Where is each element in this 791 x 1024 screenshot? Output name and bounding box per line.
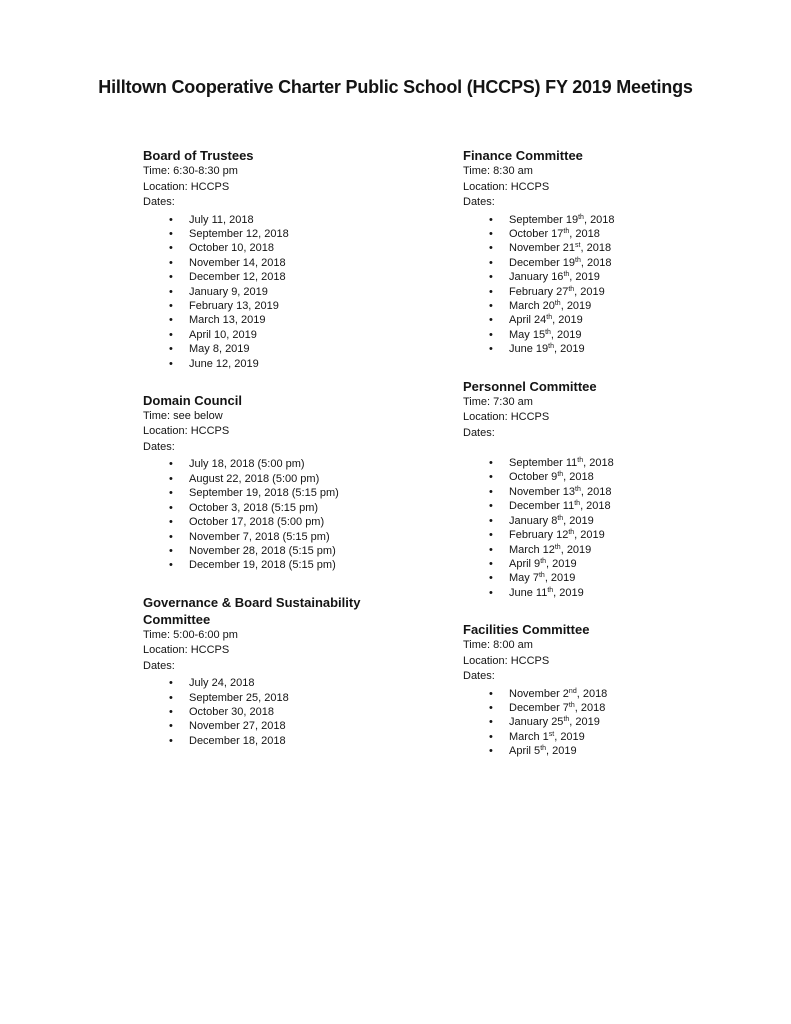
date-item <box>463 571 703 585</box>
date-text: January 25 <box>509 716 564 729</box>
committee-heading: Personnel Committee <box>463 378 597 394</box>
date-text: November 28, 2018 (5:15 pm) <box>189 544 336 557</box>
date-item <box>143 313 383 327</box>
date-text: June 11 <box>509 586 548 599</box>
dates-list <box>463 687 703 759</box>
date-item <box>463 528 703 542</box>
column-left <box>143 147 383 759</box>
date-ordinal: th <box>575 256 581 264</box>
committee-section <box>143 392 383 573</box>
date-text: July 18, 2018 (5:00 pm) <box>189 458 305 471</box>
date-item <box>143 328 383 342</box>
date-item <box>143 705 383 719</box>
date-year: , 2018 <box>569 227 600 240</box>
column-right <box>463 147 703 759</box>
date-item <box>143 256 383 270</box>
date-year: , 2019 <box>552 314 583 327</box>
date-ordinal: th <box>563 271 570 279</box>
committee-time: Time: 8:00 am <box>463 639 533 652</box>
date-year: , 2018 <box>574 702 606 715</box>
date-text: April 24 <box>509 314 547 327</box>
date-item <box>143 544 383 558</box>
date-text: March 12 <box>509 543 555 556</box>
committee-heading: Board of Trustees <box>143 148 254 163</box>
date-item <box>463 485 703 499</box>
date-item <box>143 270 383 284</box>
date-text: October 9 <box>509 471 558 484</box>
date-ordinal: nd <box>568 687 577 695</box>
date-text: October 10, 2018 <box>189 242 275 255</box>
committee-location: Location: HCCPS <box>463 180 550 193</box>
date-item <box>143 285 383 299</box>
date-item <box>463 470 703 484</box>
date-ordinal: th <box>568 702 575 710</box>
committee-location: Location: HCCPS <box>143 644 230 657</box>
date-item <box>143 515 383 529</box>
committee-heading: Governance & Board Sustainability Committee <box>143 594 361 627</box>
date-ordinal: st <box>575 242 581 250</box>
dates-label: Dates: <box>463 196 495 208</box>
date-year: , 2018 <box>580 500 611 513</box>
dates-list <box>463 456 703 600</box>
date-year: , 2019 <box>546 745 577 758</box>
columns <box>0 147 791 759</box>
committee-heading: Finance Committee <box>463 148 583 163</box>
committee-time: Time: 8:30 am <box>463 165 533 177</box>
date-text: November 13 <box>509 485 576 498</box>
committee-location: Location: HCCPS <box>463 654 550 667</box>
committee-time: Time: see below <box>143 409 223 422</box>
date-text: December 18, 2018 <box>189 734 286 747</box>
date-text: February 13, 2019 <box>189 299 279 312</box>
date-year: , 2019 <box>553 586 584 599</box>
date-text: October 17, 2018 (5:00 pm) <box>189 516 325 529</box>
date-ordinal: th <box>563 227 570 235</box>
date-item <box>143 501 383 515</box>
date-item <box>143 558 383 572</box>
date-text: April 10, 2019 <box>189 328 257 341</box>
date-item <box>463 557 703 571</box>
date-text: September 12, 2018 <box>189 227 289 240</box>
dates-list <box>463 213 703 357</box>
date-year: , 2019 <box>554 343 585 356</box>
date-text: March 13, 2019 <box>189 314 266 327</box>
committee-time: Time: 6:30-8:30 pm <box>143 165 238 177</box>
date-ordinal: th <box>557 514 564 522</box>
committee-location: Location: HCCPS <box>143 180 230 193</box>
date-item <box>143 357 383 371</box>
date-text: May 8, 2019 <box>189 343 250 356</box>
date-item <box>463 285 703 299</box>
date-year: , 2019 <box>569 716 600 729</box>
committee-section <box>143 147 383 371</box>
date-ordinal: th <box>538 572 545 580</box>
dates-list <box>143 676 383 748</box>
date-item <box>463 730 703 744</box>
date-text: September 25, 2018 <box>189 691 289 704</box>
date-year: , 2018 <box>580 256 612 269</box>
date-item <box>463 715 703 729</box>
date-ordinal: th <box>545 328 551 336</box>
date-item <box>143 213 383 227</box>
committee-location: Location: HCCPS <box>463 411 550 424</box>
committee-section <box>463 147 703 357</box>
date-year: , 2018 <box>576 687 608 700</box>
dates-list <box>143 213 383 371</box>
date-item <box>143 486 383 500</box>
date-year: , 2018 <box>580 242 612 255</box>
date-text: May 15 <box>509 328 546 341</box>
date-year: , 2018 <box>583 457 614 470</box>
date-year: , 2019 <box>569 271 600 284</box>
committee-section <box>143 594 383 749</box>
date-item <box>463 241 703 255</box>
date-ordinal: st <box>548 730 555 738</box>
date-ordinal: th <box>568 529 575 537</box>
committee-section <box>463 621 703 759</box>
date-year: , 2019 <box>574 285 605 298</box>
date-text: November 21 <box>509 242 576 255</box>
date-text: November 14, 2018 <box>189 256 286 269</box>
date-item <box>463 687 703 701</box>
date-ordinal: th <box>563 716 570 724</box>
date-text: January 9, 2019 <box>189 285 268 298</box>
dates-label: Dates: <box>143 440 175 453</box>
date-item <box>143 530 383 544</box>
date-item <box>463 514 703 528</box>
date-text: July 11, 2018 <box>189 213 254 226</box>
date-text: July 24, 2018 <box>189 677 255 690</box>
dates-label: Dates: <box>463 426 495 439</box>
date-ordinal: th <box>547 586 554 594</box>
date-item <box>143 691 383 705</box>
date-text: December 7 <box>509 702 569 715</box>
date-ordinal: th <box>546 314 553 322</box>
date-item <box>143 472 383 486</box>
date-ordinal: th <box>577 457 584 465</box>
date-year: , 2019 <box>560 543 592 556</box>
committee-location: Location: HCCPS <box>143 425 230 438</box>
date-text: November 7, 2018 (5:15 pm) <box>189 530 330 543</box>
date-text: April 5 <box>509 745 541 758</box>
date-text: March 20 <box>509 299 555 312</box>
date-item <box>463 499 703 513</box>
date-text: December 19 <box>509 256 576 269</box>
date-text: April 9 <box>509 557 541 570</box>
date-ordinal: th <box>540 745 547 753</box>
committee-time: Time: 7:30 am <box>463 395 533 408</box>
date-ordinal: th <box>574 500 581 508</box>
date-item <box>143 241 383 255</box>
date-text: May 7 <box>509 572 539 585</box>
date-ordinal: th <box>575 485 581 493</box>
date-text: June 19 <box>509 343 549 356</box>
date-text: January 16 <box>509 271 564 284</box>
date-item <box>463 313 703 327</box>
date-item <box>463 342 703 356</box>
date-year: , 2019 <box>560 299 592 312</box>
date-text: September 19, 2018 (5:15 pm) <box>189 487 339 500</box>
date-item <box>463 328 703 342</box>
date-ordinal: th <box>548 343 554 351</box>
date-year: , 2018 <box>563 471 594 484</box>
date-year: , 2019 <box>563 514 594 527</box>
page-title: Hilltown Cooperative Charter Public School (HCCPS) FY 2019 Meetings <box>98 77 693 97</box>
date-ordinal: th <box>554 543 561 551</box>
date-text: December 19, 2018 (5:15 pm) <box>189 559 336 572</box>
date-text: March 1 <box>509 730 549 743</box>
date-year: , 2019 <box>546 557 577 570</box>
date-item <box>463 744 703 758</box>
dates-list <box>143 457 383 572</box>
date-year: , 2018 <box>583 213 615 226</box>
date-text: October 30, 2018 <box>189 706 275 719</box>
date-item <box>143 734 383 748</box>
date-text: February 27 <box>509 285 569 298</box>
date-text: November 27, 2018 <box>189 720 286 733</box>
date-text: December 12, 2018 <box>189 271 286 284</box>
date-year: , 2019 <box>574 529 605 542</box>
committee-heading: Domain Council <box>143 392 242 408</box>
date-ordinal: th <box>540 557 547 565</box>
committee-time: Time: 5:00-6:00 pm <box>143 628 238 641</box>
date-item <box>463 701 703 715</box>
dates-label: Dates: <box>463 670 495 683</box>
date-item <box>463 299 703 313</box>
date-item <box>463 227 703 241</box>
date-item <box>143 299 383 313</box>
date-text: September 19 <box>509 213 579 226</box>
date-text: September 11 <box>509 457 578 470</box>
committee-section <box>463 378 703 601</box>
date-item <box>143 227 383 241</box>
date-text: November 2 <box>509 687 569 700</box>
date-year: , 2018 <box>580 485 612 498</box>
date-text: December 11 <box>509 500 575 513</box>
committee-heading: Facilities Committee <box>463 622 590 638</box>
date-text: August 22, 2018 (5:00 pm) <box>189 472 320 485</box>
date-year: , 2019 <box>554 730 585 743</box>
date-ordinal: th <box>568 285 575 293</box>
date-year: , 2019 <box>544 572 576 585</box>
dates-label: Dates: <box>143 196 175 208</box>
date-item <box>463 256 703 270</box>
date-text: October 17 <box>509 227 564 240</box>
date-ordinal: th <box>578 213 584 221</box>
date-item <box>463 270 703 284</box>
date-text: February 12 <box>509 529 569 542</box>
date-item <box>143 719 383 733</box>
date-text: June 12, 2019 <box>189 357 259 370</box>
dates-label: Dates: <box>143 659 175 672</box>
date-item <box>463 213 703 227</box>
date-item <box>143 342 383 356</box>
date-text: October 3, 2018 (5:15 pm) <box>189 501 319 514</box>
date-item <box>463 543 703 557</box>
date-text: January 8 <box>509 514 558 527</box>
date-ordinal: th <box>557 471 564 479</box>
date-year: , 2019 <box>550 328 582 341</box>
date-ordinal: th <box>554 299 561 307</box>
date-item <box>143 457 383 471</box>
date-item <box>143 676 383 690</box>
date-item <box>463 586 703 600</box>
date-item <box>463 456 703 470</box>
